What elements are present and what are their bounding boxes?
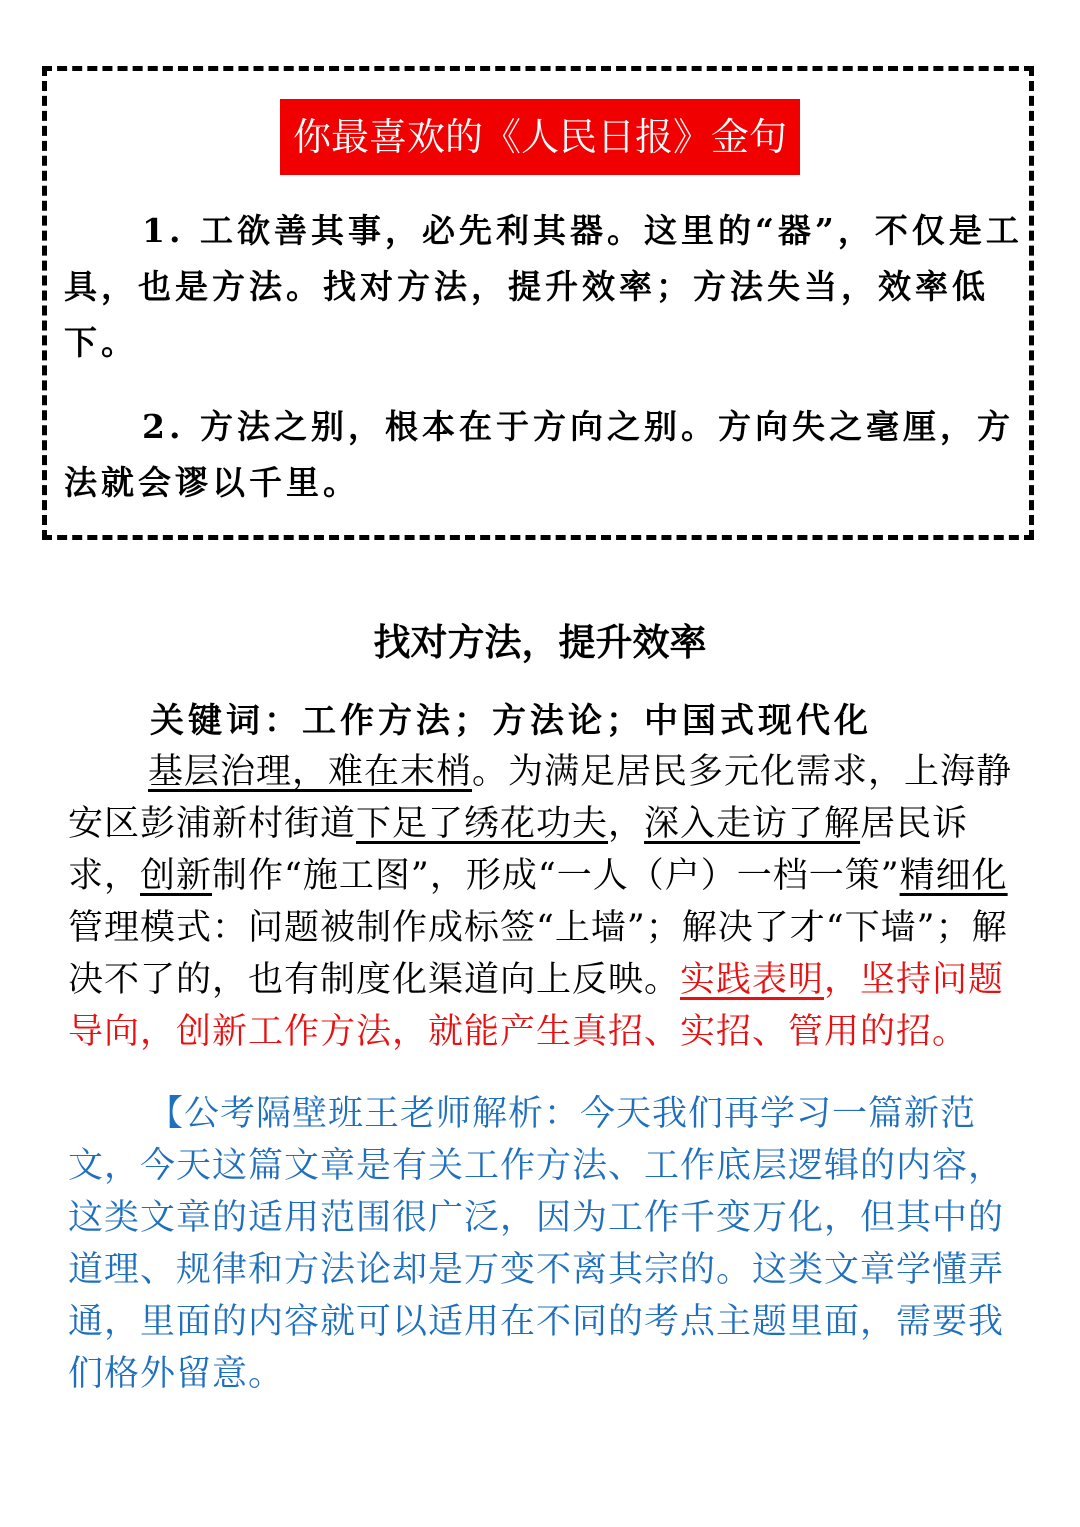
body-text: 制作“施工图”，形成“一人（户）一档一策” (212, 856, 900, 896)
body-text: 管理模式：问题被制作成标签“上墙”；解决了才“下墙”；解决不了的，也有制度化渠道向上反映。 (68, 908, 1008, 1000)
article-keywords: 关键词：工作方法；方法论；中国式现代化 (150, 701, 872, 741)
body-text: 。为满足居民多元化需求，上海静安区彭浦新村街道 (68, 752, 1013, 844)
article-title: 找对方法，提升效率 (373, 620, 707, 664)
highlight-text: ，坚持问题导向，创新工作方法，就能产生真招、实招、管用的招。 (68, 960, 1005, 1052)
underlined-phrase: 基层治理，难在末梢 (148, 752, 473, 792)
body-text: ， (608, 804, 645, 844)
body-text: 居民诉求， (68, 804, 969, 896)
article-body-paragraph (68, 746, 1016, 1058)
underlined-phrase: 精细化 (899, 856, 1008, 896)
teacher-analysis: 【公考隔壁班王老师解析：今天我们再学习一篇新范文，今天这篇文章是有关工作方法、工作底层逻辑的内容，这类文章的适用范围很广泛，因为工作千变万化，但其中的道理、规律和方法论却是万变不离其宗的。这类文章学懂弄通，里面的内容就可以适用在不同的考点主题里面，需要我们格外留意。 (68, 1094, 1005, 1394)
underlined-phrase: 下足了绣花功夫 (356, 804, 609, 844)
underlined-phrase: 深入走访了解 (644, 804, 861, 844)
quote-item-2: 2. 方法之别，根本在于方向之别。方向失之毫厘，方法就会谬以千里。 (64, 407, 1014, 502)
quote-box-title: 你最喜欢的《人民日报》金句 (280, 99, 800, 175)
highlight-phrase: 实践表明 (680, 960, 825, 1000)
quote-item-1: 1. 工欲善其事，必先利其器。这里的“器”，不仅是工具，也是方法。找对方法，提升效率；方法失当，效率低下。 (64, 211, 1023, 362)
underlined-phrase: 创新 (140, 856, 213, 896)
